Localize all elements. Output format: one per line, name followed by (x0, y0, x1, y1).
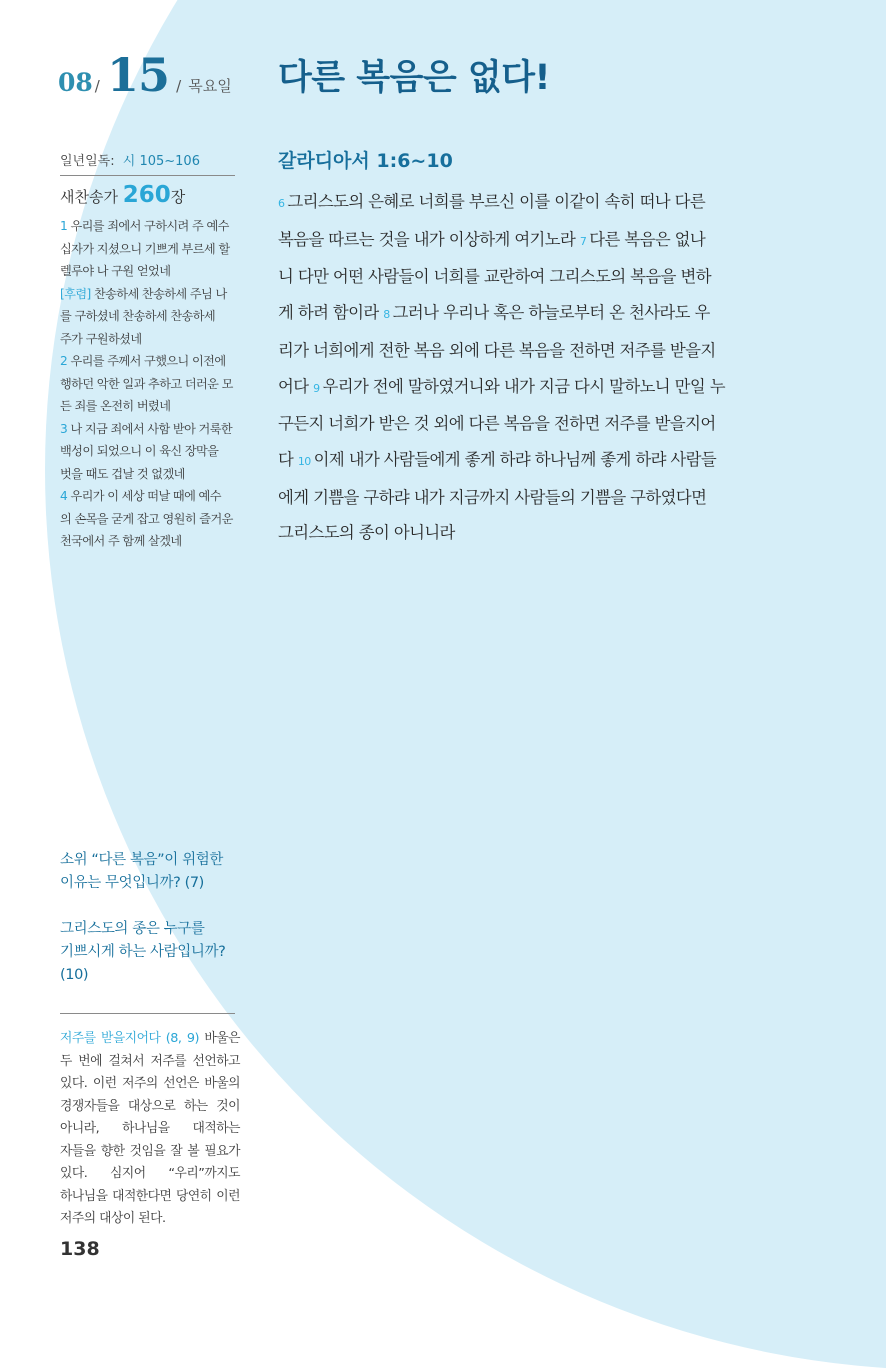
hymn-line (60, 238, 238, 261)
verse-text: 이제 내가 사람들에게 좋게 하랴 하나님께 좋게 하랴 사람들 (313, 449, 717, 469)
verse-text: 어다 (278, 376, 314, 396)
verse-text: 그리스도의 은혜로 너희를 부르신 이를 이같이 속히 떠나 다른 (287, 192, 706, 211)
hymn-line-text: 벗을 때도 겁날 것 없겠네 (60, 466, 185, 481)
scripture-line (278, 442, 794, 480)
verse-number: 6 (278, 197, 285, 210)
hymn-number: 260 (122, 182, 171, 208)
question-1: 소위 “다른 복음”이 위험한 이유는 무엇입니까? (7) (60, 852, 223, 891)
date-weekday: 목요일 (188, 77, 232, 95)
hymn-line-text: 우리를 죄에서 구하시려 주 예수 (70, 219, 229, 233)
divider-bottom (60, 1013, 235, 1014)
hymn-line-text: 든 죄를 온전히 버렸네 (60, 399, 171, 413)
verse-text: 리가 너희에게 전한 복음 외에 다른 복음을 전하면 저주를 받을지 (278, 340, 716, 360)
scripture-line (278, 259, 794, 295)
scripture-line (278, 369, 794, 407)
hymn-line (60, 508, 238, 531)
verse-text: 다 (278, 449, 298, 469)
hymn-line-text: 렐루야 나 구원 얻었네 (60, 264, 171, 278)
hymn-line (60, 395, 238, 418)
scripture-line (278, 222, 794, 260)
hymn-line (60, 418, 238, 441)
commentary-note (60, 1028, 240, 1231)
verse-number: 9 (313, 381, 320, 395)
scripture-line (278, 295, 794, 333)
scripture-reference: 갈라디아서 1:6~10 (278, 150, 453, 172)
yearly-reading-ref: 시 105~106 (122, 154, 200, 169)
hymn-line-text: 우리를 주께서 구했으니 이전에 (70, 354, 226, 368)
page-title: 다른 복음은 없다! (278, 58, 551, 98)
hymn-line-text: 를 구하셨네 찬송하세 찬송하세 (60, 309, 216, 323)
verse-text: 복음을 따르는 것을 내가 이상하게 여기노라 (278, 229, 580, 249)
hymn-verse-number: 2 (60, 354, 68, 368)
hymn-line-text: 주가 구원하셨네 (60, 331, 142, 346)
verse-number: 10 (297, 454, 311, 468)
hymn-line (60, 440, 238, 463)
verse-text: 니 다만 어떤 사람들이 너희를 교란하여 그리스도의 복음을 변하 (278, 267, 711, 287)
hymn-line-text: 의 손목을 굳게 잡고 영원히 즐거운 (60, 511, 233, 526)
hymn-verse-number: [후렴] (60, 286, 91, 301)
hymn-line (60, 260, 238, 283)
hymn-line-text: 십자가 지셨으니 기쁘게 부르세 할 (60, 241, 230, 256)
hymn-line (60, 463, 238, 486)
hymn-heading (60, 182, 185, 208)
scripture-line (278, 184, 794, 222)
hymn-line (60, 283, 238, 306)
scripture-line (278, 480, 794, 516)
note-text: 바울은 두 번에 걸쳐서 저주를 선언하고 있다. 이런 저주의 선언은 바울의 경쟁자들을 대상으로 하는 것이 아니라, 하나님을 대적하는 자들을 향한 것임을 잘 볼 필요가 있다. 심지어 “우리”까지도 하나님을 대적한다면 당연히 이런 저주의 대상이 된다. (60, 1031, 241, 1226)
verse-text: 우리가 전에 말하였거니와 내가 지금 다시 말하노니 만일 누 (322, 376, 725, 396)
hymn-line (60, 373, 238, 396)
verse-text: 에게 기쁨을 구하랴 내가 지금까지 사람들의 기쁨을 구하였다면 (278, 487, 707, 507)
hymn-line (60, 305, 238, 328)
date-day: 15 (106, 48, 169, 102)
note-keyword: 저주를 받을지어다 (8, 9) (60, 1031, 199, 1046)
scripture-text (278, 184, 794, 551)
verse-text: 다른 복음은 없나 (589, 229, 706, 249)
hymn-line (60, 215, 238, 238)
page-number: 138 (60, 1238, 100, 1260)
hymn-line (60, 350, 238, 373)
question-2: 그리스도의 종은 누구를 기쁘시게 하는 사람입니까? (10) (60, 921, 226, 983)
hymn-verse-number: 4 (60, 489, 68, 503)
yearly-reading-label: 일년일독: (60, 154, 115, 169)
hymn-verse-number: 1 (60, 219, 68, 233)
date-header (58, 48, 232, 102)
hymn-line-text: 천국에서 주 함께 살겠네 (60, 534, 182, 548)
hymn-line-text: 찬송하세 찬송하세 주님 나 (93, 286, 227, 301)
hymn-label: 새찬송가 (60, 188, 118, 206)
hymn-line (60, 328, 238, 351)
scripture-line (278, 515, 794, 551)
yearly-reading (60, 150, 200, 169)
verse-text: 구든지 너희가 받은 것 외에 다른 복음을 전하면 저주를 받을지어 (278, 414, 716, 434)
verse-number: 8 (383, 308, 390, 322)
hymn-line-text: 행하던 악한 일과 추하고 더러운 모 (60, 376, 233, 391)
hymn-line (60, 530, 238, 553)
hymn-verse-number: 3 (60, 421, 68, 436)
scripture-line (278, 333, 794, 369)
verse-text: 그리스도의 종이 아니니라 (278, 523, 455, 543)
verse-number: 7 (579, 234, 587, 248)
hymn-line-text: 우리가 이 세상 떠날 때에 예수 (70, 489, 221, 503)
hymn-line-text: 나 지금 죄에서 사함 받아 거룩한 (70, 421, 233, 436)
divider-top (60, 175, 235, 176)
hymn-line (60, 485, 238, 508)
verse-text: 게 하려 함이라 (278, 303, 384, 323)
hymn-line-text: 백성이 되었으니 이 육신 장막을 (60, 444, 219, 458)
scripture-line (278, 406, 794, 442)
date-separator: / (94, 77, 100, 95)
verse-text: 그러나 우리나 혹은 하늘로부터 온 천사라도 우 (392, 303, 710, 323)
date-month: 08 (58, 68, 93, 97)
date-separator-2: / (176, 77, 182, 95)
hymn-lyrics (60, 215, 238, 553)
hymn-suffix: 장 (170, 188, 186, 206)
